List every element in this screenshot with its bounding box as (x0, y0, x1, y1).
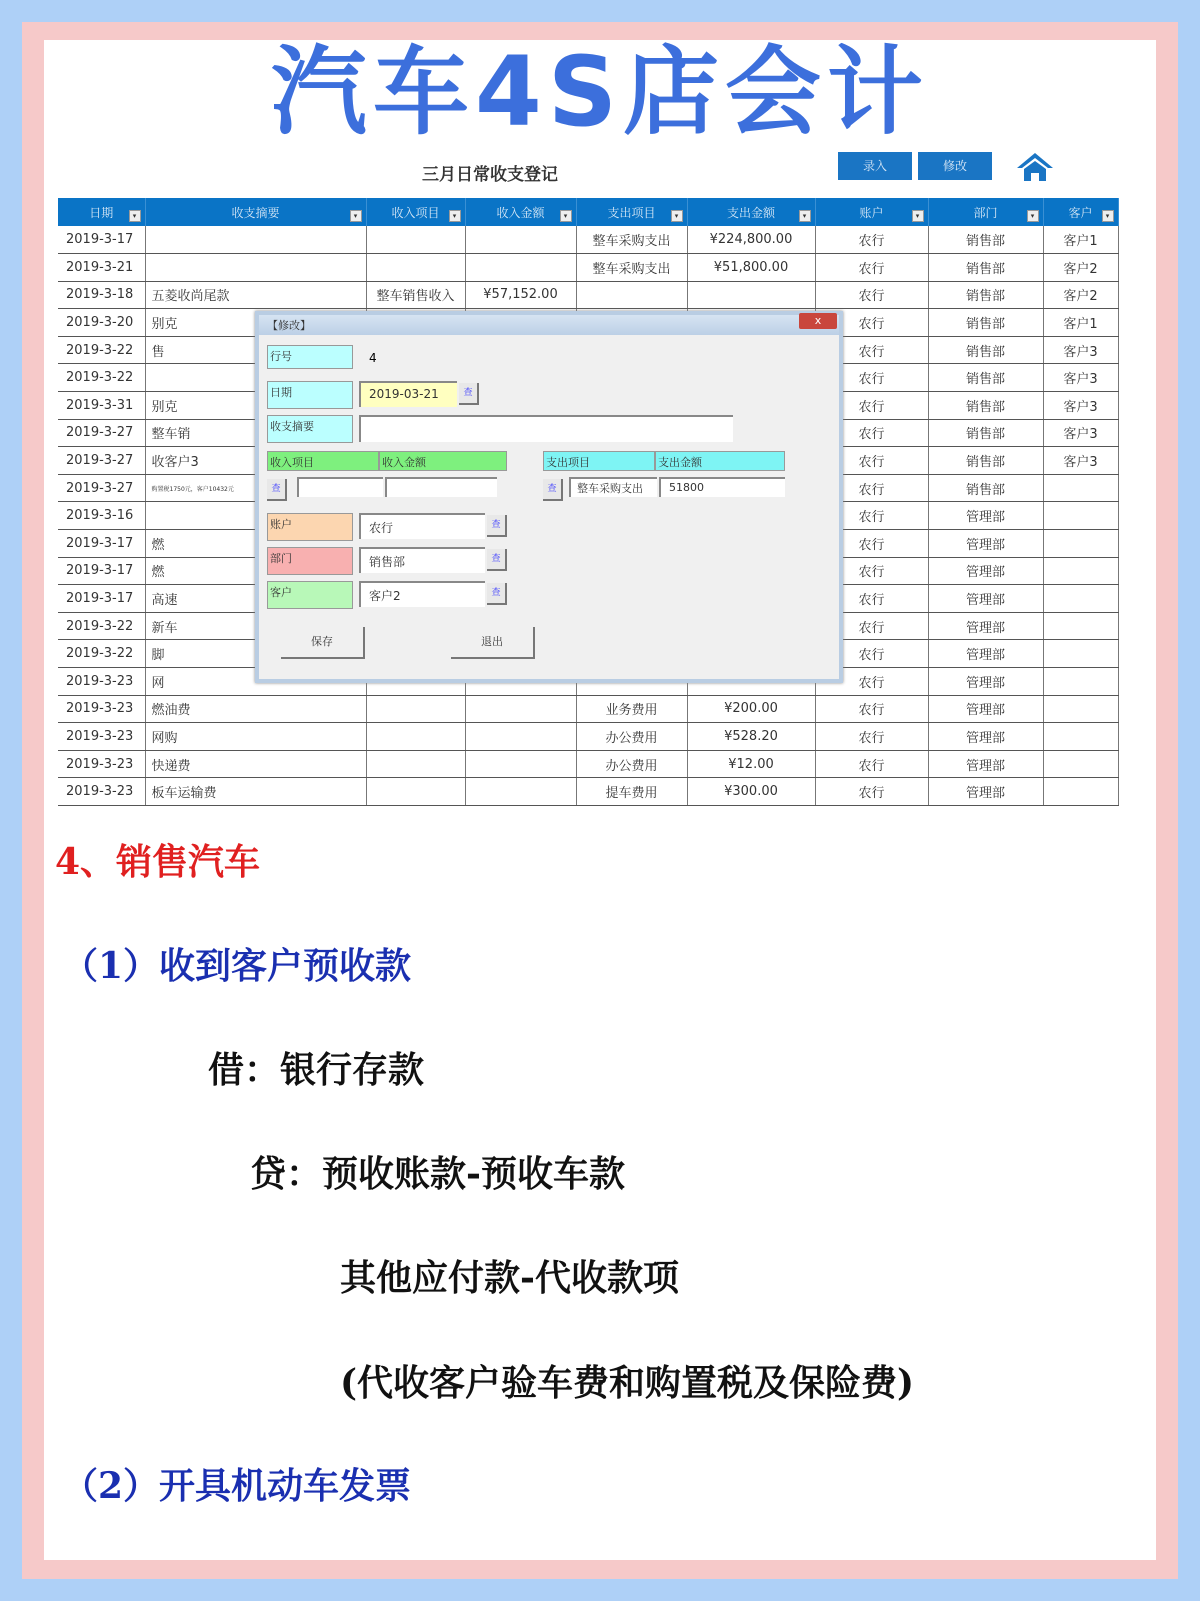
table-cell[interactable] (1043, 585, 1118, 613)
table-cell[interactable]: 2019-3-21 (58, 254, 145, 282)
table-cell[interactable]: 客户3 (1043, 419, 1118, 447)
table-cell[interactable] (145, 254, 366, 282)
table-cell[interactable]: 农行 (815, 612, 928, 640)
table-cell[interactable]: 2019-3-27 (58, 419, 145, 447)
table-cell[interactable]: 农行 (815, 309, 928, 337)
column-header-label: 账户 (859, 205, 884, 220)
dept-label: 部门 (267, 547, 353, 575)
filter-dropdown-icon[interactable]: ▾ (560, 210, 572, 222)
column-header (1043, 198, 1118, 226)
table-cell[interactable]: ¥200.00 (687, 695, 815, 723)
filter-dropdown-icon[interactable]: ▾ (671, 210, 683, 222)
table-row[interactable] (58, 226, 1118, 254)
expense-amount-label: 支出金额 (655, 451, 785, 471)
column-header-label: 支出金额 (726, 205, 775, 220)
table-cell[interactable]: 农行 (815, 474, 928, 502)
table-cell[interactable] (687, 281, 815, 309)
table-cell[interactable] (145, 226, 366, 254)
table-cell[interactable]: 2019-3-23 (58, 750, 145, 778)
table-cell[interactable]: 销售部 (928, 309, 1043, 337)
account-input[interactable]: 农行 (359, 513, 485, 539)
table-cell[interactable]: 农行 (815, 392, 928, 420)
filter-dropdown-icon[interactable]: ▾ (1102, 210, 1114, 222)
table-cell[interactable]: 农行 (815, 226, 928, 254)
table-cell[interactable] (1043, 612, 1118, 640)
table-cell[interactable] (366, 750, 465, 778)
table-cell[interactable] (366, 226, 465, 254)
client-input[interactable]: 客户2 (359, 581, 485, 607)
table-cell[interactable]: 燃 (145, 557, 366, 585)
column-header-label: 收入金额 (496, 205, 545, 220)
table-cell[interactable]: 销售部 (928, 336, 1043, 364)
table-cell[interactable]: 管理部 (928, 778, 1043, 806)
dialog-titlebar (259, 315, 839, 335)
table-cell[interactable]: 农行 (815, 530, 928, 558)
row-value: 4 (369, 351, 377, 365)
table-cell[interactable]: 2019-3-17 (58, 557, 145, 585)
table-cell[interactable] (465, 254, 576, 282)
table-cell[interactable]: 客户2 (1043, 281, 1118, 309)
sheet-title: 三月日常收支登记 (422, 165, 558, 185)
table-cell[interactable]: 农行 (815, 695, 928, 723)
table-cell[interactable]: 客户3 (1043, 336, 1118, 364)
date-query-button[interactable]: 查 (459, 383, 479, 405)
table-cell[interactable]: 整车销 (145, 419, 366, 447)
income-query-button[interactable]: 查 (267, 479, 287, 501)
filter-dropdown-icon[interactable]: ▾ (350, 210, 362, 222)
table-cell[interactable]: 2019-3-27 (58, 474, 145, 502)
table-cell[interactable] (1043, 695, 1118, 723)
table-cell[interactable]: 农行 (815, 668, 928, 696)
table-cell[interactable] (465, 750, 576, 778)
page-title: 汽车4S店会计 (271, 36, 929, 148)
table-cell[interactable]: 农行 (815, 364, 928, 392)
table-cell[interactable]: 2019-3-31 (58, 392, 145, 420)
table-cell[interactable]: 客户2 (1043, 254, 1118, 282)
income-amount-label: 收入金额 (379, 451, 507, 471)
credit-entry-2: 其他应付款-代收款项 (340, 1257, 679, 1299)
income-item-input[interactable] (297, 477, 383, 497)
summary-label: 收支摘要 (267, 415, 353, 443)
table-cell[interactable]: 收客户3 (145, 447, 366, 475)
table-cell[interactable]: 农行 (815, 640, 928, 668)
table-row[interactable] (58, 723, 1118, 751)
table-cell[interactable] (366, 695, 465, 723)
table-cell[interactable]: 客户1 (1043, 226, 1118, 254)
table-cell[interactable]: 办公费用 (576, 723, 687, 751)
column-header (145, 198, 366, 226)
credit-note: (代收客户验车费和购置税及保险费) (340, 1362, 915, 1404)
table-cell[interactable]: 管理部 (928, 750, 1043, 778)
column-header (465, 198, 576, 226)
column-header (815, 198, 928, 226)
table-cell[interactable]: ¥300.00 (687, 778, 815, 806)
filter-dropdown-icon[interactable]: ▾ (129, 210, 141, 222)
table-cell[interactable] (1043, 557, 1118, 585)
table-row[interactable] (58, 750, 1118, 778)
table-cell[interactable]: 五菱收尚尾款 (145, 281, 366, 309)
table-cell[interactable]: 客户3 (1043, 447, 1118, 475)
column-header (58, 198, 145, 226)
table-cell[interactable]: 管理部 (928, 585, 1043, 613)
table-cell[interactable]: 2019-3-22 (58, 640, 145, 668)
table-cell[interactable]: 2019-3-23 (58, 668, 145, 696)
table-row[interactable] (58, 695, 1118, 723)
table-cell[interactable]: 农行 (815, 336, 928, 364)
table-cell[interactable]: 2019-3-22 (58, 336, 145, 364)
edit-dialog (255, 311, 843, 683)
table-cell[interactable]: 2019-3-17 (58, 585, 145, 613)
dept-query-button[interactable]: 查 (487, 549, 507, 571)
table-cell[interactable]: 高速 (145, 585, 366, 613)
table-cell[interactable]: 农行 (815, 281, 928, 309)
row-label: 行号 (267, 345, 353, 369)
table-cell[interactable]: ¥57,152.00 (465, 281, 576, 309)
table-cell[interactable]: 脚 (145, 640, 366, 668)
table-cell[interactable]: 管理部 (928, 668, 1043, 696)
table-row[interactable] (58, 778, 1118, 806)
expense-item-label: 支出项目 (543, 451, 655, 471)
table-cell[interactable]: 销售部 (928, 447, 1043, 475)
filter-dropdown-icon[interactable]: ▾ (912, 210, 924, 222)
table-cell[interactable] (1043, 723, 1118, 751)
expense-query-button[interactable]: 查 (543, 479, 563, 501)
table-cell[interactable]: 销售部 (928, 419, 1043, 447)
table-cell[interactable]: 农行 (815, 723, 928, 751)
account-label: 账户 (267, 513, 353, 541)
table-cell[interactable] (465, 226, 576, 254)
column-header (928, 198, 1043, 226)
table-cell[interactable]: 管理部 (928, 723, 1043, 751)
table-cell[interactable]: 销售部 (928, 254, 1043, 282)
table-cell[interactable]: 别克 (145, 309, 366, 337)
filter-dropdown-icon[interactable]: ▾ (1027, 210, 1039, 222)
table-cell[interactable]: 管理部 (928, 502, 1043, 530)
column-header (687, 198, 815, 226)
table-cell[interactable]: 提车费用 (576, 778, 687, 806)
table-cell[interactable]: 管理部 (928, 557, 1043, 585)
table-cell[interactable]: 农行 (815, 419, 928, 447)
table-cell[interactable]: ¥51,800.00 (687, 254, 815, 282)
date-label: 日期 (267, 381, 353, 409)
table-cell[interactable] (465, 695, 576, 723)
table-cell[interactable]: 2019-3-17 (58, 226, 145, 254)
table-cell[interactable]: 新车 (145, 612, 366, 640)
column-header-label: 日期 (89, 205, 114, 220)
table-cell[interactable]: ¥224,800.00 (687, 226, 815, 254)
table-cell[interactable] (576, 281, 687, 309)
table-cell[interactable]: 2019-3-18 (58, 281, 145, 309)
income-amount-input[interactable] (385, 477, 497, 497)
save-button[interactable]: 保存 (281, 627, 365, 659)
client-query-button[interactable]: 查 (487, 583, 507, 605)
subheading-2: （2）开具机动车发票 (62, 1465, 412, 1507)
filter-dropdown-icon[interactable]: ▾ (799, 210, 811, 222)
table-cell[interactable]: 2019-3-22 (58, 612, 145, 640)
table-cell[interactable]: 燃油费 (145, 695, 366, 723)
table-cell[interactable] (1043, 778, 1118, 806)
table-cell[interactable]: 快递费 (145, 750, 366, 778)
table-cell[interactable]: 农行 (815, 254, 928, 282)
table-cell[interactable]: 整车销售收入 (366, 281, 465, 309)
table-cell[interactable]: 管理部 (928, 530, 1043, 558)
dept-input[interactable]: 销售部 (359, 547, 485, 573)
expense-amount-input[interactable]: 51800 (659, 477, 785, 497)
table-cell[interactable]: 客户3 (1043, 392, 1118, 420)
table-cell[interactable] (366, 723, 465, 751)
table-cell[interactable]: ¥12.00 (687, 750, 815, 778)
table-cell[interactable]: 2019-3-23 (58, 695, 145, 723)
add-button[interactable]: 录入 (838, 152, 912, 180)
table-cell[interactable]: 农行 (815, 585, 928, 613)
column-header-label: 支出项目 (607, 205, 656, 220)
debit-entry: 借：银行存款 (208, 1049, 425, 1091)
table-cell[interactable]: 农行 (815, 750, 928, 778)
table-cell[interactable]: 农行 (815, 447, 928, 475)
expense-item-input[interactable]: 整车采购支出 (569, 477, 657, 497)
table-cell[interactable]: 2019-3-27 (58, 447, 145, 475)
subheading-1: （1）收到客户预收款 (62, 945, 412, 987)
table-cell[interactable]: 2019-3-20 (58, 309, 145, 337)
summary-input[interactable] (359, 415, 733, 442)
table-cell[interactable] (1043, 750, 1118, 778)
edit-button[interactable]: 修改 (918, 152, 992, 180)
table-cell[interactable]: 2019-3-16 (58, 502, 145, 530)
table-cell[interactable]: 销售部 (928, 281, 1043, 309)
table-cell[interactable]: 2019-3-23 (58, 723, 145, 751)
table-cell[interactable] (465, 723, 576, 751)
table-cell[interactable]: 农行 (815, 778, 928, 806)
close-button[interactable]: x (799, 313, 837, 329)
table-cell[interactable]: 农行 (815, 502, 928, 530)
column-header-label: 部门 (973, 205, 998, 220)
filter-dropdown-icon[interactable]: ▾ (449, 210, 461, 222)
table-cell[interactable]: 整车采购支出 (576, 226, 687, 254)
table-cell[interactable]: 2019-3-23 (58, 778, 145, 806)
table-cell[interactable]: 整车采购支出 (576, 254, 687, 282)
income-item-label: 收入项目 (267, 451, 379, 471)
table-cell[interactable] (1043, 474, 1118, 502)
table-cell[interactable] (1043, 530, 1118, 558)
table-cell[interactable] (1043, 668, 1118, 696)
table-cell[interactable]: 板车运输费 (145, 778, 366, 806)
exit-button[interactable]: 退出 (451, 627, 535, 659)
column-header-label: 客户 (1068, 205, 1093, 220)
table-cell[interactable]: 2019-3-17 (58, 530, 145, 558)
table-cell[interactable]: ¥528.20 (687, 723, 815, 751)
table-cell[interactable]: 客户3 (1043, 364, 1118, 392)
section-heading: 4、销售汽车 (55, 841, 261, 883)
dialog-title: 【修改】 (267, 319, 311, 332)
table-cell[interactable] (465, 778, 576, 806)
table-cell[interactable]: 办公费用 (576, 750, 687, 778)
client-label: 客户 (267, 581, 353, 609)
table-cell[interactable]: 管理部 (928, 695, 1043, 723)
table-cell[interactable]: 销售部 (928, 392, 1043, 420)
table-cell[interactable]: 售 (145, 336, 366, 364)
table-cell[interactable]: 网购 (145, 723, 366, 751)
table-cell[interactable]: 农行 (815, 557, 928, 585)
table-cell[interactable]: 客户1 (1043, 309, 1118, 337)
table-cell[interactable] (366, 254, 465, 282)
table-cell[interactable]: 网 (145, 668, 366, 696)
column-header-label: 收入项目 (391, 205, 440, 220)
table-row[interactable] (58, 281, 1118, 309)
table-cell[interactable]: 销售部 (928, 474, 1043, 502)
account-query-button[interactable]: 查 (487, 515, 507, 537)
table-cell[interactable]: 销售部 (928, 226, 1043, 254)
date-input[interactable]: 2019-03-21 (359, 381, 457, 407)
table-cell[interactable]: 销售部 (928, 364, 1043, 392)
table-cell[interactable]: 管理部 (928, 612, 1043, 640)
table-cell[interactable]: 燃 (145, 530, 366, 558)
table-cell[interactable] (1043, 640, 1118, 668)
column-header-label: 收支摘要 (231, 205, 280, 220)
table-cell[interactable]: 业务费用 (576, 695, 687, 723)
column-header (576, 198, 687, 226)
table-row[interactable] (58, 254, 1118, 282)
table-cell[interactable] (366, 778, 465, 806)
table-cell[interactable]: 管理部 (928, 640, 1043, 668)
column-header (366, 198, 465, 226)
table-cell[interactable]: 2019-3-22 (58, 364, 145, 392)
table-cell[interactable]: 别克 (145, 392, 366, 420)
credit-entry: 贷：预收账款-预收车款 (250, 1153, 625, 1195)
table-cell[interactable]: 购置税1750元，客户10432元 (145, 474, 366, 502)
table-cell[interactable] (1043, 502, 1118, 530)
home-icon[interactable] (1014, 148, 1056, 184)
